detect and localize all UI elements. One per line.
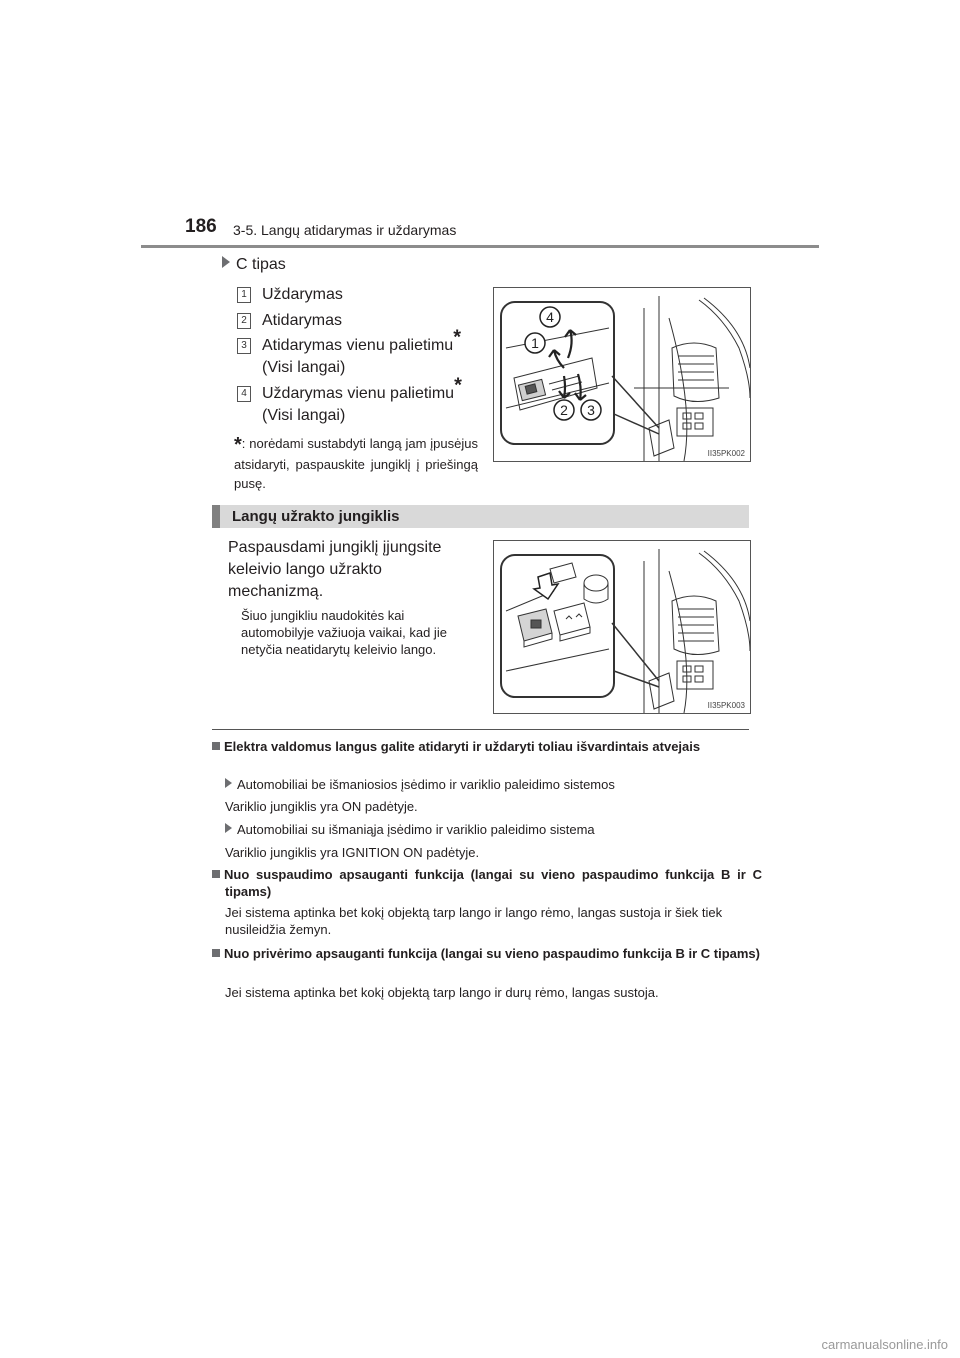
square-bullet-icon bbox=[212, 742, 220, 750]
window-lock-illustration bbox=[494, 541, 750, 713]
callout-number-2: 2 bbox=[237, 313, 251, 329]
info-heading-conditions bbox=[212, 738, 762, 755]
info-text-jam-protection: Jei sistema aptinka bet kokį objektą tarp lango ir lango rėmo, langas sustoja ir šiek tiek nusileidžia žemyn. bbox=[225, 905, 723, 937]
callout-number-4: 4 bbox=[237, 386, 251, 402]
footnote bbox=[234, 434, 478, 493]
type-c-heading bbox=[222, 256, 286, 274]
type-c-title: C tipas bbox=[236, 256, 286, 273]
header-rule bbox=[141, 245, 819, 248]
triangle-bullet-icon bbox=[225, 778, 232, 788]
lock-description: Paspausdami jungiklį įjungsite keleivio lango užrakto mechanizmą. bbox=[228, 539, 442, 600]
page-number: 186 bbox=[185, 216, 217, 237]
press-arrow-icon bbox=[534, 573, 558, 599]
callout-number-3: 3 bbox=[237, 338, 251, 354]
callout-label-2: 2 bbox=[560, 402, 568, 418]
heading-text: Nuo suspaudimo apsauganti funkcija (langai su vieno paspaudimo funkcija B ir C tipams) bbox=[224, 867, 762, 899]
info-text-catch-protection: Jei sistema aptinka bet kokį objektą tarp lango ir durų rėmo, langas sustoja. bbox=[225, 985, 659, 1000]
info-bullet-smart-key bbox=[212, 821, 762, 838]
footnote-text: : norėdami sustabdyti langą jam įpusėjus atsidaryti, paspauskite jungiklį į priešingą pusę. bbox=[234, 436, 478, 491]
chapter-title: 3-5. Langų atidarymas ir uždarymas bbox=[233, 222, 457, 238]
bullet-text: Automobiliai su išmaniąja įsėdimo ir variklio paleidimo sistema bbox=[237, 822, 595, 837]
figure-code: II35PK002 bbox=[707, 449, 745, 458]
item-one-touch-close bbox=[262, 374, 462, 427]
window-switch-illustration bbox=[494, 288, 750, 461]
callout-label-4: 4 bbox=[546, 309, 554, 325]
figure-code: II35PK003 bbox=[707, 701, 745, 710]
callout-label-1: 1 bbox=[531, 335, 539, 351]
triangle-bullet-icon bbox=[225, 823, 232, 833]
asterisk: * bbox=[454, 374, 462, 397]
item-sub: (Visi langai) bbox=[262, 407, 346, 424]
watermark: carmanualsonline.info bbox=[821, 1337, 948, 1352]
bullet-text: Automobiliai be išmaniosios įsėdimo ir variklio paleidimo sistemos bbox=[237, 777, 615, 792]
item-label: Uždarymas vienu palietimu bbox=[262, 385, 455, 402]
square-bullet-icon bbox=[212, 870, 220, 878]
asterisk: * bbox=[453, 326, 461, 349]
info-text-ignition-on: Variklio jungiklis yra IGNITION ON padėtyje. bbox=[225, 845, 480, 860]
footnote-star: * bbox=[234, 434, 242, 456]
info-text-on-position: Variklio jungiklis yra ON padėtyje. bbox=[225, 799, 418, 814]
triangle-bullet-icon bbox=[222, 256, 230, 268]
heading-text: Elektra valdomus langus galite atidaryti ir uždaryti toliau išvardintais atvejais bbox=[224, 739, 701, 754]
item-closing: Uždarymas bbox=[262, 286, 343, 303]
section-divider bbox=[212, 729, 749, 730]
lock-note: Šiuo jungikliu naudokitės kai automobilyje važiuoja vaikai, kad jie netyčia neatidarytų keleivio lango. bbox=[241, 608, 447, 657]
item-opening: Atidarymas bbox=[262, 312, 343, 329]
square-bullet-icon bbox=[212, 949, 220, 957]
item-one-touch-open bbox=[262, 326, 461, 379]
figure-window-lock-switch bbox=[493, 540, 751, 714]
callout-number-1: 1 bbox=[237, 287, 251, 303]
figure-window-switch-type-c bbox=[493, 287, 751, 462]
info-heading-jam-protection bbox=[212, 866, 762, 900]
item-label: Atidarymas vienu palietimu bbox=[262, 337, 454, 354]
section-header-window-lock bbox=[212, 505, 749, 528]
callout-label-3: 3 bbox=[587, 402, 595, 418]
info-bullet-no-smart-key bbox=[212, 776, 762, 793]
section-title: Langų užrakto jungiklis bbox=[232, 508, 400, 525]
heading-text: Nuo privėrimo apsauganti funkcija (langai su vieno paspaudimo funkcija B ir C tipams) bbox=[224, 946, 760, 961]
item-sub: (Visi langai) bbox=[262, 359, 346, 376]
info-heading-catch-protection bbox=[212, 945, 762, 962]
